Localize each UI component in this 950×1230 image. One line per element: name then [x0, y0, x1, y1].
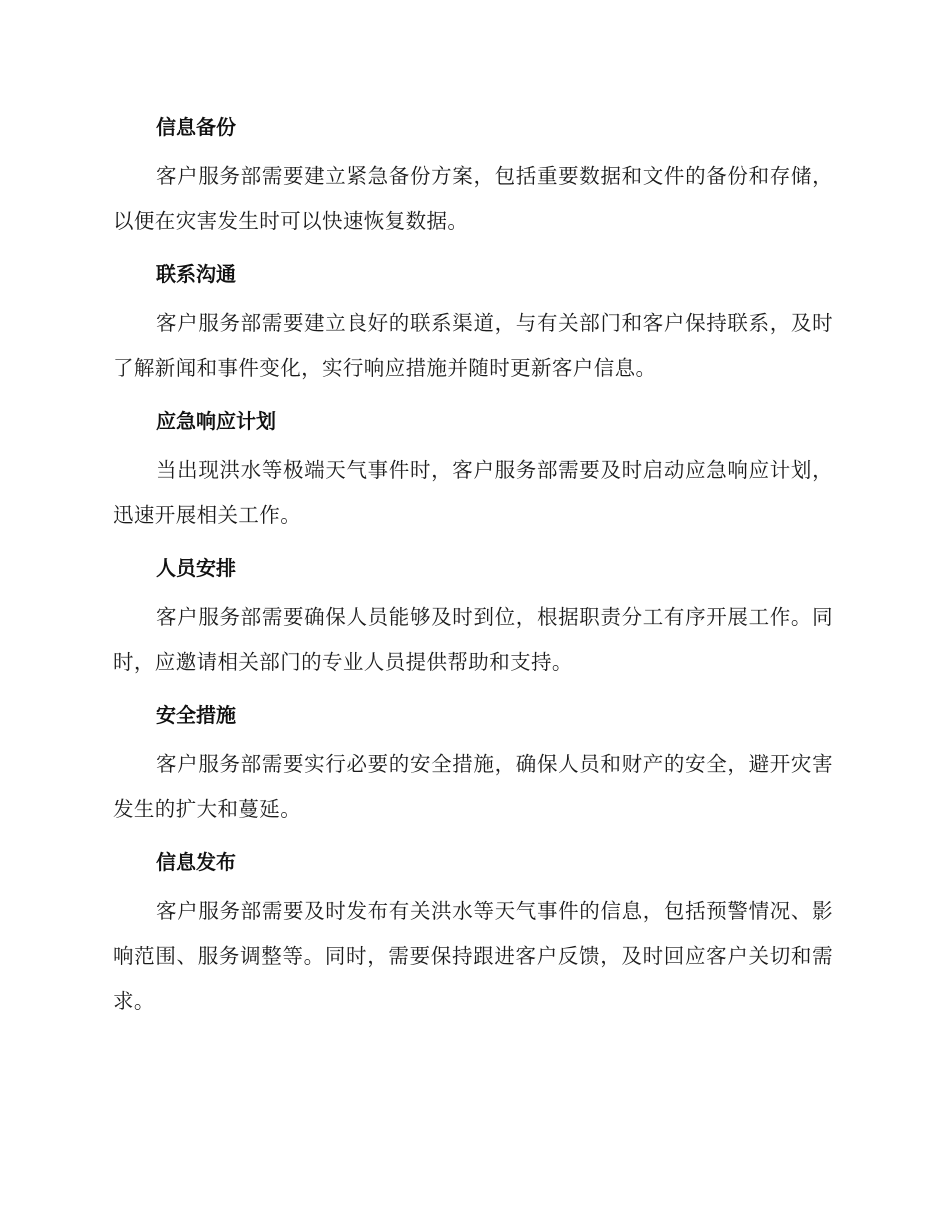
- section-body: 客户服务部需要确保人员能够及时到位，根据职责分工有序开展工作。同时，应邀请相关部门的专业人员提供帮助和支持。: [113, 605, 833, 674]
- section-info-release: [113, 844, 833, 1024]
- section-body: 客户服务部需要实行必要的安全措施，确保人员和财产的安全，避开灾害发生的扩大和蔓延。: [113, 752, 833, 821]
- section-staffing: [113, 550, 833, 685]
- section-heading: 信息备份: [156, 115, 236, 139]
- section-heading: 人员安排: [156, 556, 236, 580]
- section-heading: 应急响应计划: [156, 409, 276, 433]
- section-body: 客户服务部需要及时发布有关洪水等天气事件的信息，包括预警情况、影响范围、服务调整等。同时，需要保持跟进客户反馈，及时回应客户关切和需求。: [113, 899, 833, 1013]
- section-emergency-plan: [113, 403, 833, 538]
- section-heading: 安全措施: [156, 703, 236, 727]
- document-content: [113, 109, 833, 1036]
- section-contact-communication: [113, 256, 833, 391]
- section-body: 客户服务部需要建立良好的联系渠道，与有关部门和客户保持联系，及时了解新闻和事件变化，实行响应措施并随时更新客户信息。: [113, 311, 833, 380]
- section-heading: 信息发布: [156, 850, 236, 874]
- section-heading: 联系沟通: [156, 262, 236, 286]
- section-body: 客户服务部需要建立紧急备份方案，包括重要数据和文件的备份和存储，以便在灾害发生时可以快速恢复数据。: [113, 164, 833, 233]
- section-safety-measures: [113, 697, 833, 832]
- section-info-backup: [113, 109, 833, 244]
- section-body: 当出现洪水等极端天气事件时，客户服务部需要及时启动应急响应计划，迅速开展相关工作。: [113, 458, 833, 527]
